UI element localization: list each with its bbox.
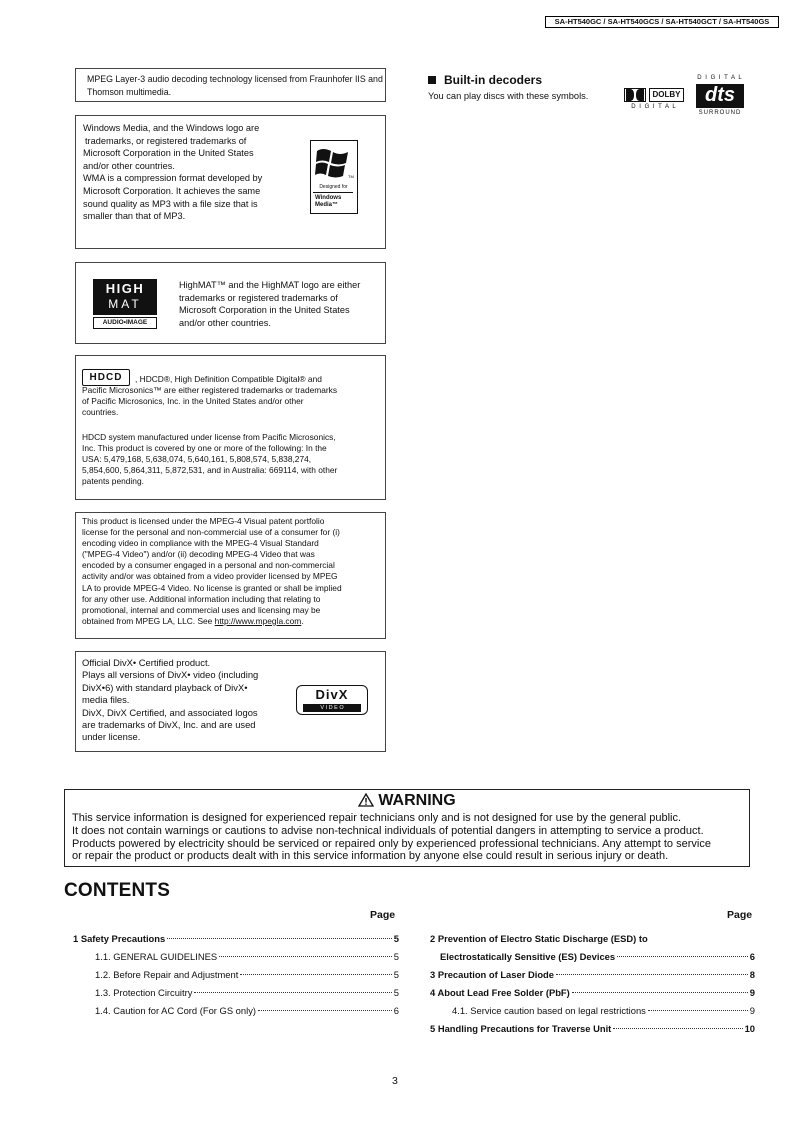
- toc-entry[interactable]: 1.4. Caution for AC Cord (For GS only) 6: [95, 1005, 399, 1016]
- toc-entry[interactable]: 1.2. Before Repair and Adjustment 5: [95, 969, 399, 980]
- dolby-dd-icon: [624, 88, 646, 102]
- hdcd-para-2: HDCD system manufactured under license from Pacific Microsonics, Inc. This product is covered by one or more of the following: In the USA: 5,479,168, 5,638,074, 5,640,161, 5,808,574, 5,838,274, 5,854,600, 5,864,311, 5,872,531, and in Australia: 669114, with other patents pending.: [82, 432, 338, 487]
- page-column-label-left: Page: [370, 909, 396, 921]
- toc-entry[interactable]: 5 Handling Precautions for Traverse Unit 10: [430, 1023, 755, 1034]
- highmat-box: [75, 262, 386, 344]
- hdcd-para-1: , HDCD®, High Definition Compatible Digital® and Pacific Microsonics™ are either registered trademarks or trademarks of Pacific Microsonics, Inc. in the United States and/or other countries.: [82, 374, 338, 418]
- toc-entry[interactable]: 4 About Lead Free Solder (PbF) 9: [430, 987, 755, 998]
- mpeg4-box: [75, 512, 386, 639]
- hdcd-logo: HDCD: [82, 369, 130, 386]
- page-number: 3: [392, 1075, 398, 1087]
- windows-media-logo: TM Designed for Windows Media™: [310, 140, 358, 214]
- toc-entry-first-line[interactable]: 2 Prevention of Electro Static Discharge (ESD) to: [430, 933, 648, 944]
- divx-logo: DivX V I D E O: [296, 685, 368, 715]
- toc-entry[interactable]: 1 Safety Precautions 5: [73, 933, 399, 944]
- highmat-logo: HIGH MAT AUDIO•IMAGE: [93, 279, 157, 329]
- page-column-label-right: Page: [727, 909, 753, 921]
- windows-media-text: Windows Media, and the Windows logo are trademarks, or registered trademarks of Microsoft Corporation in the United States and/or other countries. WMA is a compression format developed by Microsoft Corporation. It achieves the same sound quality as MP3 with a file size that is smaller than that of MP3.: [83, 123, 263, 222]
- decoders-square-icon: [428, 76, 436, 84]
- mp3-license-text: MPEG Layer-3 audio decoding technology licensed from Fraunhofer IIS and Thomson multimedia.: [87, 74, 383, 97]
- toc-entry[interactable]: Electrostatically Sensitive (ES) Devices 6: [440, 951, 755, 962]
- toc-entry[interactable]: 1.1. GENERAL GUIDELINES 5: [95, 951, 399, 962]
- warning-text: This service information is designed for experienced repair technicians only and is not designed for use by the general public. It does not contain warnings or cautions to advise non-technical individuals of potential dangers in attempting to service a product. Products powered by electricity should be serviced or repaired only by experienced professional technicians. Any attempt to service or repair the product or products dealt with in this service information by anyone else could result in serious injury or death.: [72, 812, 711, 863]
- windows-media-box: [75, 115, 386, 249]
- decoders-subtitle: You can play discs with these symbols.: [428, 91, 589, 101]
- hdcd-box: [75, 355, 386, 500]
- contents-title: CONTENTS: [64, 880, 171, 901]
- windows-flag-icon: [315, 145, 351, 179]
- highmat-text: HighMAT™ and the HighMAT logo are either trademarks or registered trademarks of Microsoft Corporation in the United States and/or other countries.: [179, 280, 361, 328]
- toc-entry[interactable]: 1.3. Protection Circuitry 5: [95, 987, 399, 998]
- toc-entry[interactable]: 3 Precaution of Laser Diode 8: [430, 969, 755, 980]
- decoders-title: Built-in decoders: [444, 73, 543, 87]
- warning-triangle-icon: [358, 793, 374, 812]
- divx-box: [75, 651, 386, 752]
- dts-logo: D I G I T A L dts SURROUND: [697, 75, 743, 116]
- toc-entry[interactable]: 4.1. Service caution based on legal restrictions 9: [452, 1005, 755, 1016]
- warning-box: [64, 789, 750, 867]
- divx-text: Official DivX• Certified product. Plays all versions of DivX• video (including DivX•6) with standard playback of DivX• media files. DivX, DivX Certified, and associated logos are trademarks of DivX, Inc. and are used under license.: [82, 657, 259, 743]
- warning-heading: WARNING: [65, 792, 749, 812]
- model-header: SA-HT540GC / SA-HT540GCS / SA-HT540GCT / SA-HT540GS: [545, 16, 779, 28]
- mpegla-link[interactable]: http://www.mpegla.com: [214, 615, 302, 626]
- mp3-license-box: [75, 68, 386, 102]
- mpeg4-text: This product is licensed under the MPEG-4 Visual patent portfolio license for the personal and non-commercial use of a consumer for (i) encoding video in compliance with the MPEG-4 Visual Standard ("MPEG-4 Video") and/or (ii) decoding MPEG-4 Video that was encoded by a consumer engaged in a personal and non-commercial activity and/or was obtained from a video provider licensed by MPEG LA to provide MPEG-4 Video. No license is granted or shall be implied for any other use. Additional information including that relating to promotional, internal and commercial uses and licensing may be obtained from MPEG LA, LLC. See http://www.mpegla.com.: [82, 516, 342, 626]
- dolby-digital-logo: DOLBY D I G I T A L: [624, 86, 684, 112]
